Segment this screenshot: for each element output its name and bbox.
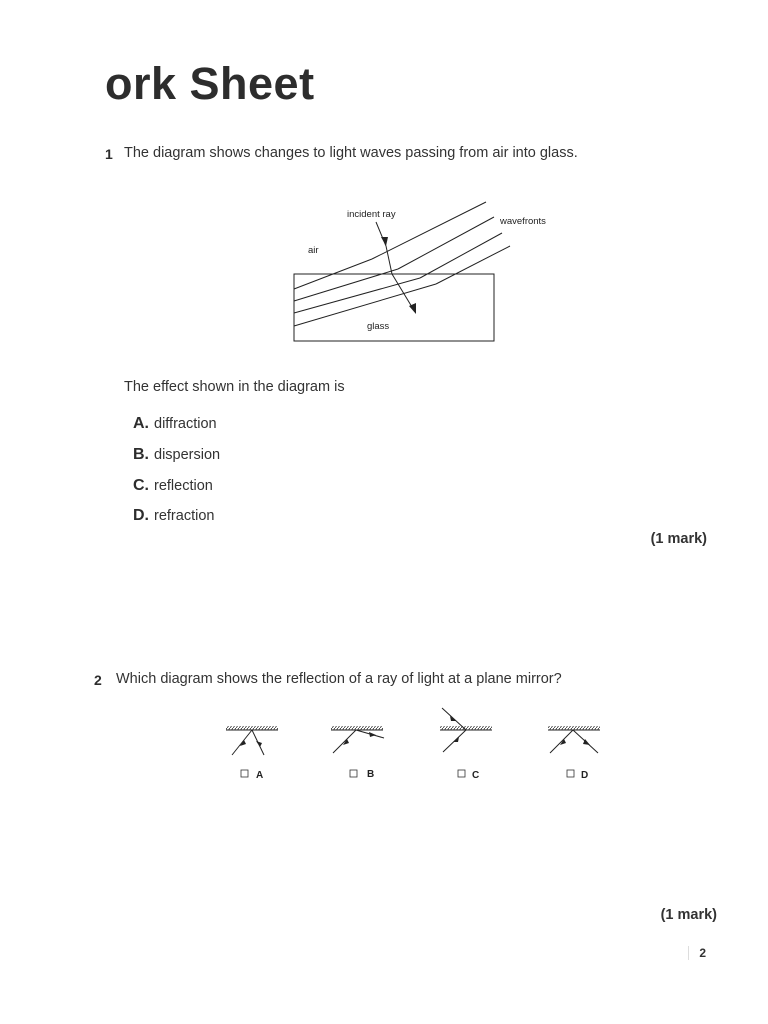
q1-number: 1 xyxy=(105,146,113,162)
choice-b-label: B xyxy=(367,769,375,780)
mirror-diagram-c xyxy=(440,708,492,781)
mirror-diagram-b xyxy=(331,726,384,780)
option-text: refraction xyxy=(154,508,215,524)
option-a[interactable] xyxy=(133,415,217,433)
mirror-diagram-d xyxy=(548,726,600,781)
option-c[interactable] xyxy=(133,477,213,495)
option-text: diffraction xyxy=(154,416,217,432)
option-letter: A. xyxy=(133,415,149,432)
option-letter: D. xyxy=(133,507,149,524)
mirror-diagram-a xyxy=(226,726,278,781)
option-d[interactable] xyxy=(133,507,214,525)
glass-block xyxy=(294,274,494,341)
refraction-diagram xyxy=(280,190,570,350)
page-number: 2 xyxy=(688,946,706,960)
choice-d-label: D xyxy=(581,770,589,781)
q2-mark: (1 mark) xyxy=(660,907,717,923)
option-text: dispersion xyxy=(154,447,221,463)
glass-label: glass xyxy=(367,321,390,332)
page-title: ork Sheet xyxy=(105,58,315,109)
air-label: air xyxy=(308,245,319,256)
option-letter: B. xyxy=(133,446,149,463)
option-b[interactable] xyxy=(133,446,220,464)
option-text: reflection xyxy=(154,478,213,494)
q2-number: 2 xyxy=(94,672,102,688)
choice-a-label: A xyxy=(256,770,264,781)
option-letter: C. xyxy=(133,477,149,494)
q1-text: The diagram shows changes to light waves passing from air into glass. xyxy=(124,145,578,161)
q1-mark: (1 mark) xyxy=(650,531,707,547)
q1-stem: The effect shown in the diagram is xyxy=(124,379,345,395)
incident-ray-label: incident ray xyxy=(347,209,396,220)
q2-text: Which diagram shows the reflection of a ray of light at a plane mirror? xyxy=(116,671,562,687)
mirror-diagrams xyxy=(200,700,620,792)
choice-c-label: C xyxy=(472,770,480,781)
wavefronts-label: wavefronts xyxy=(500,216,546,227)
